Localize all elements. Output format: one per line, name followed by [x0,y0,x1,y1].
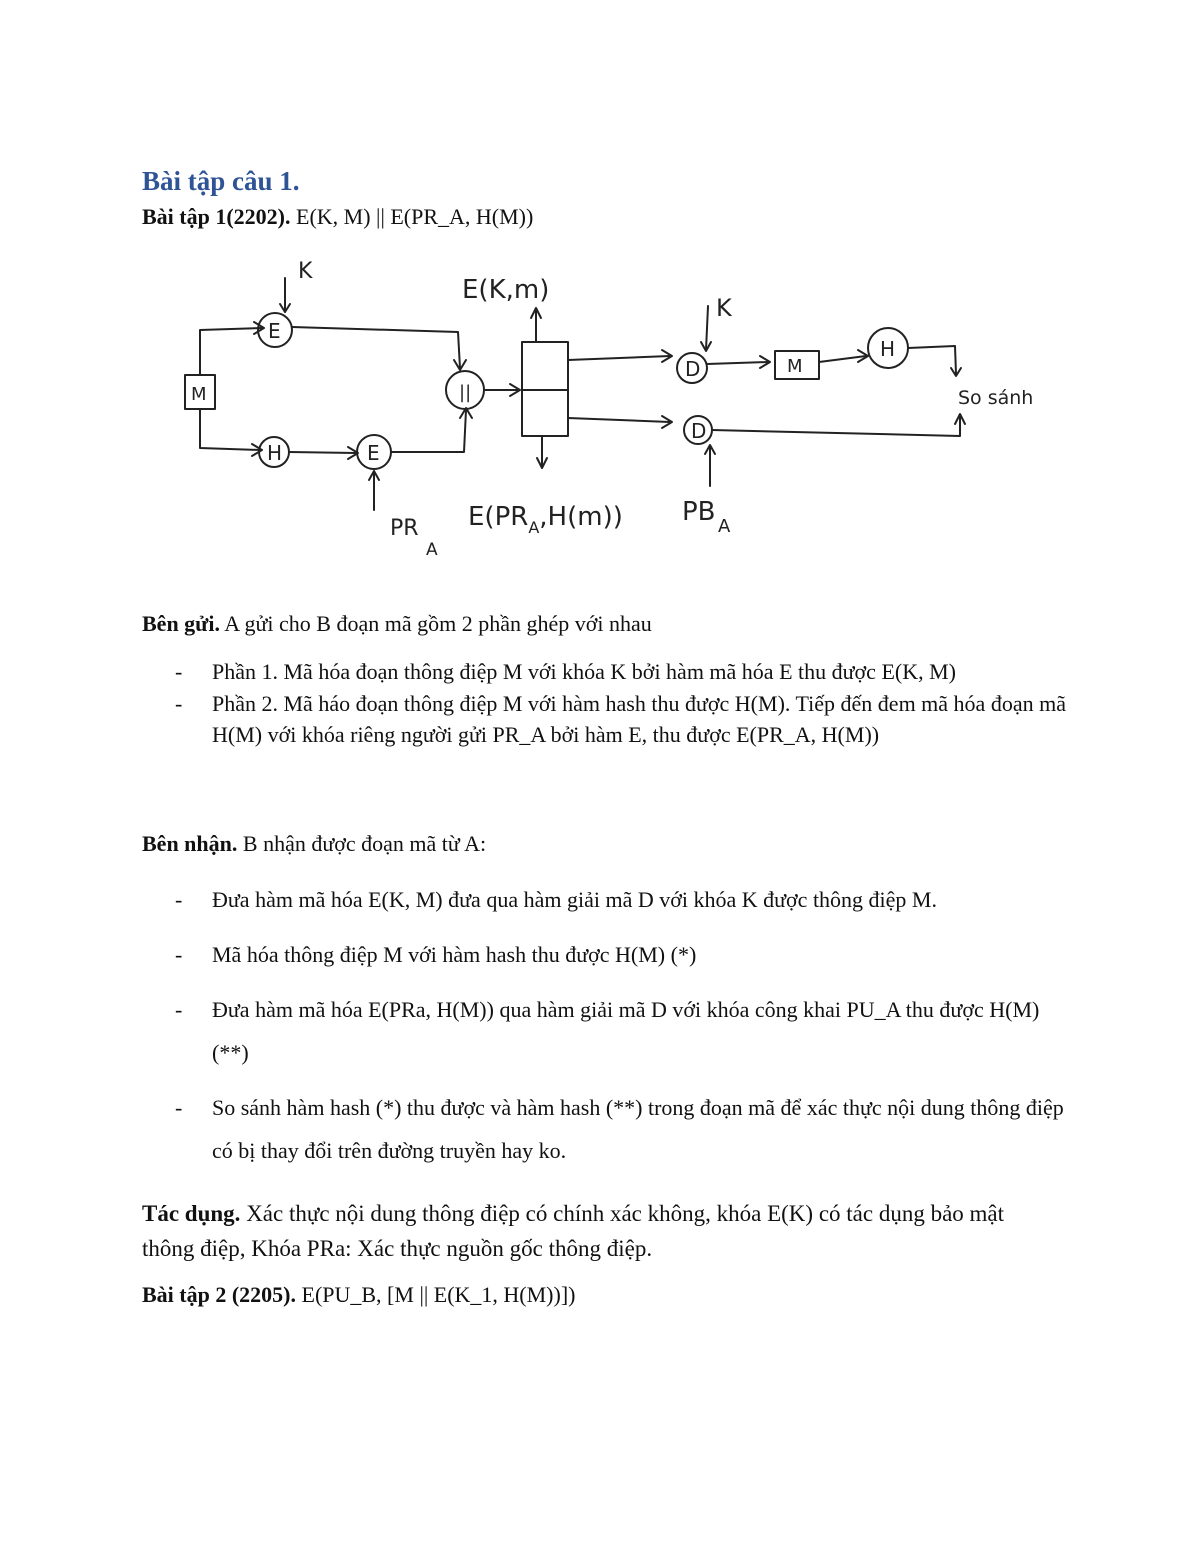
diagram-epra-label: $E(PR_A,H(m))$ [468,502,623,537]
receiver-item-4: So sánh hàm hash (*) thu được và hàm hash (**) trong đoạn mã để xác thực nội dung thông điệp có bị thay đổi trên đường truyền hay ko. [212,1095,1064,1163]
diagram-e2-label: E [367,441,380,465]
diagram-m-right-label: M [787,356,803,377]
diagram-h1-label: H [267,441,283,465]
effect-text: Xác thực nội dung thông điệp có chính xác không, khóa E(K) có tác dụng bảo mật thông điệp, Khóa PRa: Xác thực nguồn gốc thông điệp. [142,1201,1005,1261]
sender-item-1: Phần 1. Mã hóa đoạn thông điệp M với khóa K bởi hàm mã hóa E thu được E(K, M) [212,659,956,684]
receiver-item-1: Đưa hàm mã hóa E(K, M) đưa qua hàm giải mã D với khóa K được thông điệp M. [212,887,937,912]
diagram-pb-a-label: PB [682,497,716,527]
list-item [142,988,1072,1074]
diagram-e1-label: E [268,319,281,343]
list-item [142,933,1072,976]
list-item [142,688,1072,750]
diagram-compare-label: So sánh [958,387,1034,409]
list-dash: - [175,691,183,716]
receiver-intro-text: B nhận được đoạn mã từ A: [242,831,487,856]
exercise-2-title [142,1279,576,1311]
list-dash: - [175,659,183,684]
diagram-concat-label: || [459,382,472,403]
diagram-d1-label: D [685,357,701,381]
list-item [142,878,1072,921]
diagram-d2-label: D [691,419,707,443]
diagram-m-label: M [191,384,207,405]
exercise-1-formula: E(K, M) || E(PR_A, H(M)) [296,204,534,229]
exercise-2-formula: E(PU_B, [M || E(K_1, H(M))]) [301,1282,576,1307]
diagram-pr-a-label: PR [390,516,419,541]
sender-intro [142,608,652,640]
diagram-pr-a-sub: A [426,540,438,560]
section-heading: Bài tập câu 1. [142,166,300,196]
list-item [142,1086,1072,1172]
diagram-pb-a-sub: A [718,516,731,537]
receiver-item-3: Đưa hàm mã hóa E(PRa, H(M)) qua hàm giải mã D với khóa công khai PU_A thu được H(M) (**) [212,997,1040,1065]
sender-list [142,656,1072,750]
receiver-list [142,878,1072,1184]
list-dash: - [175,887,183,912]
diagram-ekm-label: E(K,m) [462,275,550,305]
exercise-1-label: Bài tập 1(2202). [142,204,291,229]
receiver-item-2: Mã hóa thông điệp M với hàm hash thu được H(M) (*) [212,942,697,967]
list-dash: - [175,997,183,1022]
diagram-key-k-left: K [298,259,313,284]
diagram-key-k-right: K [716,294,732,322]
list-dash: - [175,942,183,967]
receiver-intro [142,828,486,860]
exercise-2-label: Bài tập 2 (2205). [142,1282,296,1307]
effect-paragraph [142,1196,1042,1266]
list-item [142,656,1072,687]
handdrawn-diagram [170,250,1040,570]
exercise-1-title [142,204,533,230]
sender-label: Bên gửi. [142,611,220,636]
sender-item-2: Phần 2. Mã háo đoạn thông điệp M với hàm hash thu được H(M). Tiếp đến đem mã hóa đoạn mã H(M) với khóa riêng người gửi PR_A bởi hàm E, thu được E(PR_A, H(M)) [212,691,1066,747]
list-dash: - [175,1095,183,1120]
diagram-h-right-label: H [880,337,896,361]
receiver-label: Bên nhận. [142,831,238,856]
effect-label: Tác dụng. [142,1201,241,1226]
sender-intro-text: A gửi cho B đoạn mã gồm 2 phần ghép với nhau [224,611,652,636]
